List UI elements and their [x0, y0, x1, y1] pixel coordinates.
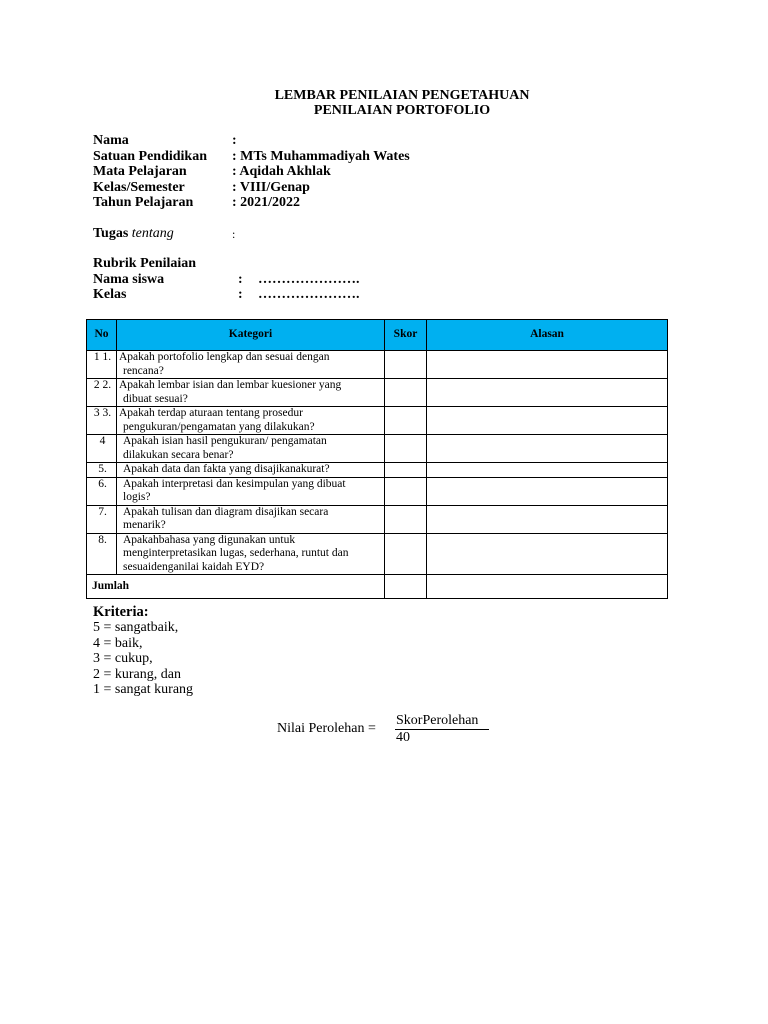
info-row-nama [93, 133, 410, 149]
row-kategori [117, 407, 385, 435]
alasan-cell[interactable] [427, 435, 668, 463]
total-alasan-cell[interactable] [427, 575, 668, 599]
kriteria-item: 4 = baik, [93, 635, 143, 651]
table-row [87, 505, 668, 533]
row-number: 1 1. [87, 351, 117, 379]
kategori-line: Apakah portofolio lengkap dan sesuai dengan [119, 351, 330, 363]
skor-cell[interactable] [385, 379, 427, 407]
skor-cell[interactable] [385, 505, 427, 533]
kriteria-item: 5 = sangatbaik, [93, 620, 179, 636]
row-number: 7. [87, 505, 117, 533]
tugas-tentang: tentang [131, 226, 174, 241]
tugas-label: Tugas [93, 226, 129, 241]
info-value: : Aqidah Akhlak [232, 164, 331, 180]
row-kategori [117, 463, 385, 478]
row-kategori [117, 505, 385, 533]
kategori-line: menginterpretasikan lugas, sederhana, runtut dan [123, 547, 349, 559]
info-value: : VIII/Genap [232, 179, 310, 195]
info-label: Kelas/Semester [93, 179, 185, 195]
alasan-cell[interactable] [427, 379, 668, 407]
kategori-line: Apakah interpretasi dan kesimpulan yang dibuat [123, 477, 346, 490]
row-kategori [117, 351, 385, 379]
info-row-tahun-pelajaran [93, 195, 410, 211]
skor-cell[interactable] [385, 533, 427, 575]
kategori-line: menarik? [123, 519, 166, 531]
info-value: : MTs Muhammadiyah Wates [232, 148, 410, 164]
rubrik-label: Kelas [93, 287, 127, 303]
kriteria-item: 3 = cukup, [93, 651, 153, 667]
info-label: Satuan Pendidikan [93, 148, 207, 164]
row-number: 8. [87, 533, 117, 575]
kategori-line: sesuaidenganilai kaidah EYD? [123, 560, 265, 573]
rubrik-colon: : [238, 271, 243, 287]
alasan-cell[interactable] [427, 477, 668, 505]
info-row-mata-pelajaran [93, 164, 410, 180]
skor-cell[interactable] [385, 463, 427, 478]
kategori-line: Apakah isian hasil pengukuran/ pengamatan [123, 435, 327, 447]
row-kategori [117, 477, 385, 505]
formula-fraction [395, 712, 489, 746]
info-label: Tahun Pelajaran [93, 195, 194, 211]
row-number: 6. [87, 477, 117, 505]
kategori-line: Apakah tulisan dan diagram disajikan secara [123, 505, 329, 518]
formula-numerator: SkorPerolehan [396, 713, 479, 728]
rubrik-row-kelas [93, 287, 360, 303]
header-skor: Skor [385, 320, 427, 351]
alasan-cell[interactable] [427, 505, 668, 533]
formula-denominator: 40 [396, 730, 410, 745]
rubrik-row-nama-siswa [93, 272, 360, 288]
header-alasan: Alasan [427, 320, 668, 351]
skor-cell[interactable] [385, 407, 427, 435]
info-row-kelas-semester [93, 180, 410, 196]
table-row [87, 533, 668, 575]
row-number: 2 2. [87, 379, 117, 407]
table-header-row [87, 320, 668, 351]
alasan-cell[interactable] [427, 407, 668, 435]
skor-cell[interactable] [385, 351, 427, 379]
kategori-line: Apakah data dan fakta yang disajikanakurat? [123, 463, 330, 475]
table-row [87, 477, 668, 505]
row-number: 5. [87, 463, 117, 478]
formula-lhs: Nilai Perolehan = [277, 721, 376, 736]
kategori-line: rencana? [123, 364, 164, 377]
skor-cell[interactable] [385, 435, 427, 463]
document-title: LEMBAR PENILAIAN PENGETAHUAN [274, 88, 530, 103]
table-row [87, 435, 668, 463]
alasan-cell[interactable] [427, 351, 668, 379]
kategori-line: dilakukan secara benar? [123, 448, 234, 461]
row-kategori [117, 435, 385, 463]
rubrik-dots: …………………. [258, 287, 360, 303]
info-row-satuan-pendidikan [93, 149, 410, 165]
info-value: : [232, 133, 237, 148]
total-skor-cell[interactable] [385, 575, 427, 599]
info-value: : 2021/2022 [232, 195, 301, 211]
alasan-cell[interactable] [427, 533, 668, 575]
info-label: Mata Pelajaran [93, 164, 187, 180]
kriteria-heading: Kriteria: [93, 604, 149, 620]
row-number: 3 3. [87, 407, 117, 435]
document-subtitle: PENILAIAN PORTOFOLIO [313, 103, 491, 118]
kategori-line: dibuat sesuai? [123, 392, 188, 405]
row-kategori [117, 533, 385, 575]
kriteria-item: 1 = sangat kurang [93, 682, 194, 698]
rubrik-dots: …………………. [258, 271, 360, 287]
tugas-line [93, 226, 236, 242]
skor-cell[interactable] [385, 477, 427, 505]
table-row [87, 463, 668, 478]
row-number: 4 [87, 435, 117, 463]
tugas-colon: : [232, 227, 236, 241]
total-row [87, 575, 668, 599]
rubrik-block [93, 256, 360, 303]
rubrik-colon: : [238, 287, 243, 303]
kategori-line: pengukuran/pengamatan yang dilakukan? [123, 420, 315, 433]
header-no: No [87, 320, 117, 351]
rubrik-heading: Rubrik Penilaian [93, 256, 197, 271]
kriteria-block [93, 605, 193, 697]
table-row [87, 351, 668, 379]
kriteria-item: 2 = kurang, dan [93, 666, 181, 682]
kategori-line: Apakah terdap aturaan tentang prosedur [119, 407, 303, 419]
header-kategori: Kategori [117, 320, 385, 351]
rubric-table [86, 319, 668, 599]
table-row [87, 407, 668, 435]
kategori-line: logis? [123, 491, 151, 503]
rubrik-label: Nama siswa [93, 271, 165, 287]
alasan-cell[interactable] [427, 463, 668, 478]
info-label: Nama [93, 133, 129, 148]
row-kategori [117, 379, 385, 407]
table-row [87, 379, 668, 407]
kategori-line: Apakahbahasa yang digunakan untuk [123, 533, 296, 546]
kategori-line: Apakah lembar isian dan lembar kuesioner yang [119, 379, 342, 391]
total-label: Jumlah [87, 575, 385, 599]
identity-block [93, 133, 410, 211]
